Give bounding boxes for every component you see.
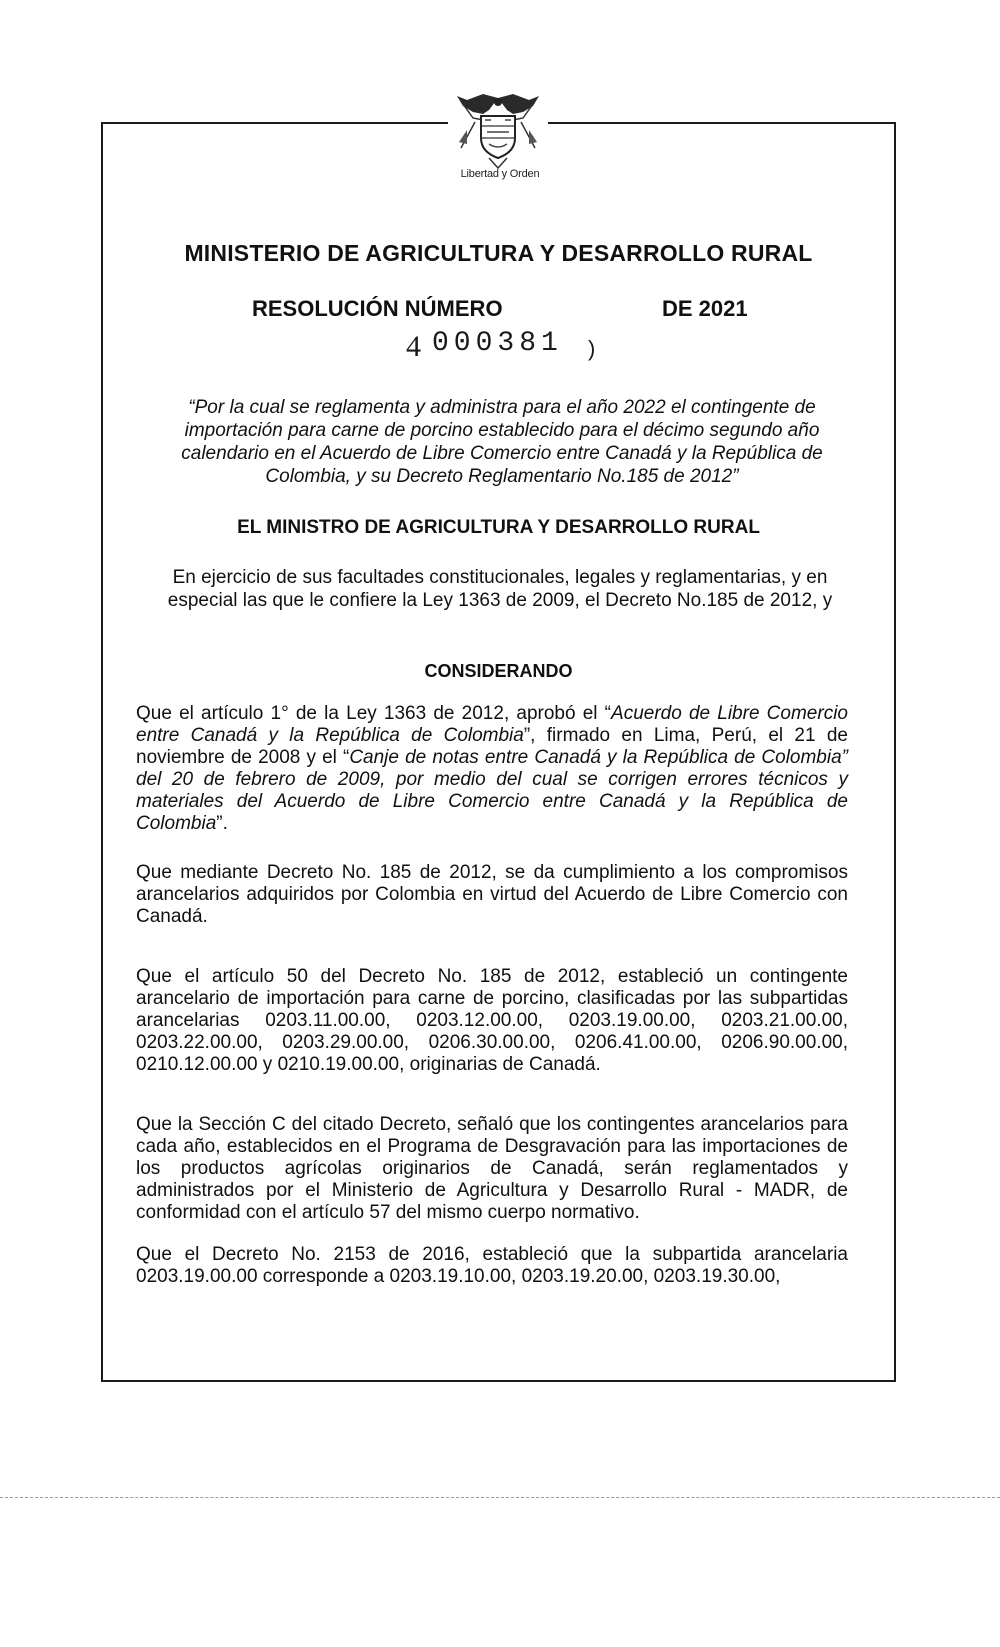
ministry-heading: MINISTERIO DE AGRICULTURA Y DESARROLLO RURAL (184, 240, 813, 266)
paragraph-italic-text: Acuerdo de Libre Comercio entre Canadá y la República de Colombia (136, 703, 848, 746)
considerando-paragraph-5: Que el Decreto No. 2153 de 2016, estableció que la subpartida arancelaria 0203.19.00.00 corresponde a 0203.19.10.00, 0203.19.20.00, 0203.19.30.00, (136, 1244, 848, 1287)
resolution-stamped-number: 000381 (432, 328, 563, 359)
considerando-heading: CONSIDERANDO (424, 661, 573, 681)
resolution-stamp-suffix: ) (588, 336, 596, 361)
paragraph-text: ”. (216, 813, 228, 834)
resolution-year: DE 2021 (662, 296, 748, 321)
paragraph-text: ”, firmado en Lima, Perú, el 21 de noviembre de 2008 y el “ (136, 725, 848, 768)
resolution-epigraph: “Por la cual se reglamenta y administra para el año 2022 el contingente de importación para carne de porcino establecido para el décimo segundo año calendario en el Acuerdo de Libre Comercio entre Canadá y la República de Colombia, y su Decreto Reglamentario No.185 de 2012” (181, 397, 823, 487)
considerando-paragraph-4: Que la Sección C del citado Decreto, señaló que los contingentes arancelarios para cada año, establecidos en el Programa de Desgravación para las importaciones de los productos agrícolas originarios de Canadá, serán reglamentados y administrados por el Ministerio de Agricultura y Desarrollo Rural - MADR, de conformidad con el artículo 57 del mismo cuerpo normativo. (136, 1114, 848, 1223)
considerando-paragraph-1 (136, 703, 848, 835)
considerando-paragraph-3: Que el artículo 50 del Decreto No. 185 de 2012, estableció un contingente arancelario de importación para carne de porcino, clasificadas por las subpartidas arancelarias 0203.11.00.00, 0203.12.00.00, 0203.19.00.00, 0203.21.00.00, 0203.22.00.00, 0203.29.00.00, 0206.30.00.00, 0206.41.00.00, 0206.90.00.00, 0210.12.00.00 y 0210.19.00.00, originarias de Canadá. (136, 966, 848, 1075)
paragraph-italic-text: Canje de notas entre Canadá y la República de Colombia” del 20 de febrero de 2009, por medio del cual se corrigen errores técnicos y materiales del Acuerdo de Libre Comercio entre Canadá y la República de Colombia (136, 747, 848, 834)
frame-top-line-left (101, 122, 448, 124)
emblem-motto: Libertad y Orden (460, 168, 540, 180)
scan-footer-line (0, 1497, 1000, 1498)
frame-top-line-right (548, 122, 896, 124)
minister-title: EL MINISTRO DE AGRICULTURA Y DESARROLLO RURAL (237, 517, 760, 538)
considerando-paragraph-2: Que mediante Decreto No. 185 de 2012, se da cumplimiento a los compromisos arancelarios adquiridos por Colombia en virtud del Acuerdo de Libre Comercio con Canadá. (136, 862, 848, 927)
resolution-stamp-prefix: 4 (406, 330, 421, 363)
paragraph-text: Que el artículo 1° de la Ley 1363 de 2012, aprobó el “ (136, 703, 612, 724)
condor-shield-icon (453, 92, 543, 170)
preamble-text: En ejercicio de sus facultades constitucionales, legales y reglamentarias, y en especial las que le confiere la Ley 1363 de 2009, el Decreto No.185 de 2012, y (167, 567, 833, 611)
resolution-label: RESOLUCIÓN NÚMERO (252, 296, 503, 321)
